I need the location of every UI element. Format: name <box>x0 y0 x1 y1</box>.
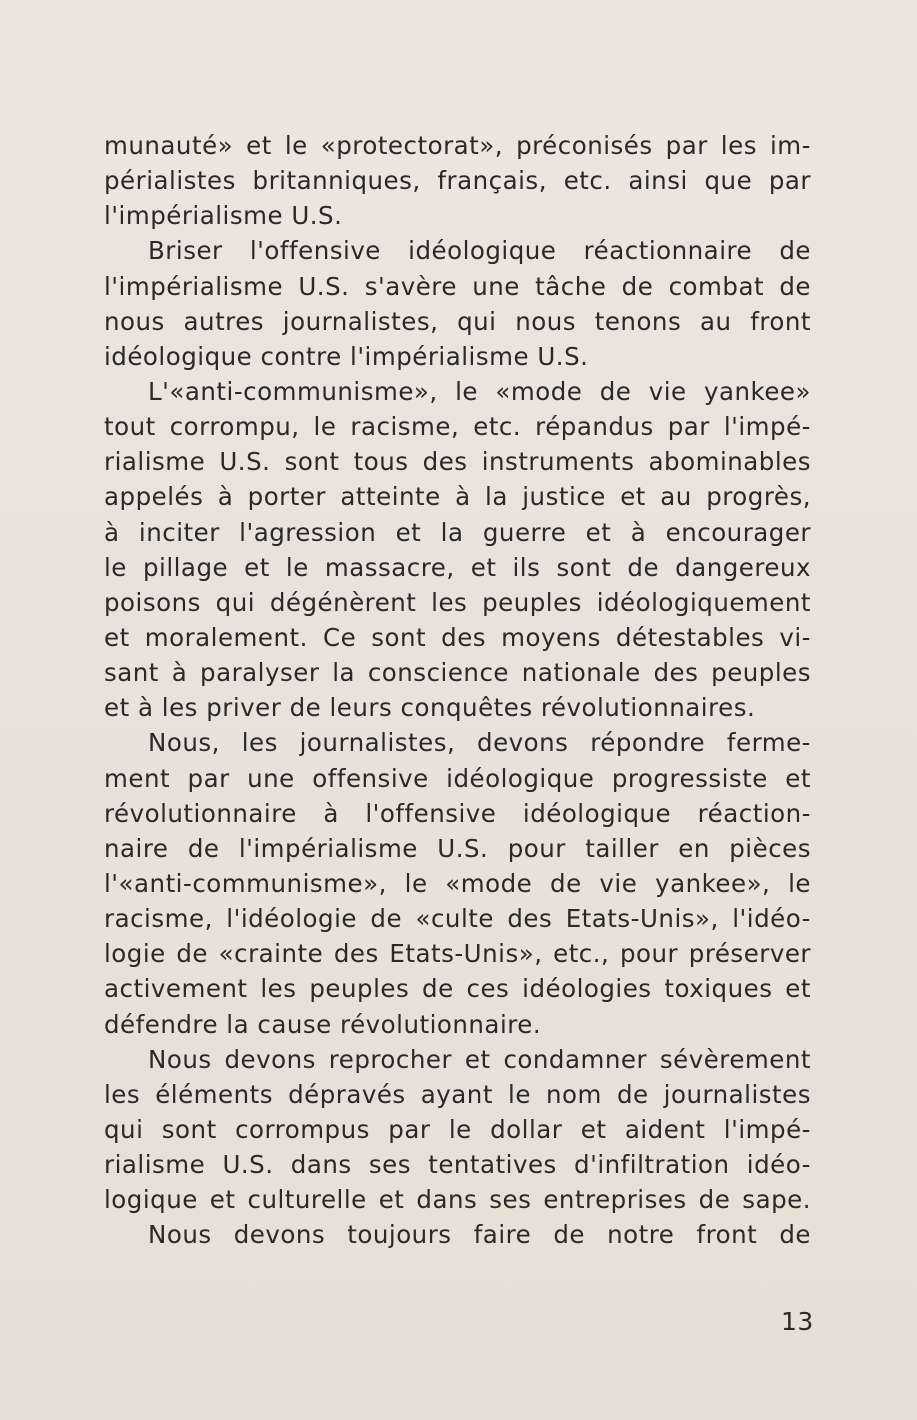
text-line: tout corrompu, le racisme, etc. répandus par l'impé- <box>104 412 811 442</box>
text-line: révolutionnaire à l'offensive idéologique réaction- <box>104 798 811 828</box>
text-line: et à les priver de leurs conquêtes révolutionnaires. <box>104 693 756 723</box>
text-line: naire de l'impérialisme U.S. pour tailler en pièces <box>104 833 811 863</box>
text-line: Nous devons reprocher et condamner sévèrement <box>148 1044 811 1074</box>
text-line: L'«anti-communisme», le «mode de vie yankee» <box>148 376 811 406</box>
text-line: logique et culturelle et dans ses entreprises de sape. <box>104 1185 811 1215</box>
text-line: Briser l'offensive idéologique réactionnaire de <box>148 236 811 266</box>
text-line: munauté» et le «protectorat», préconisés par les im- <box>104 131 811 160</box>
text-line: le pillage et le massacre, et ils sont de dangereux <box>104 552 811 582</box>
text-line: l'impérialisme U.S. s'avère une tâche de combat de <box>104 271 811 301</box>
text-line: racisme, l'idéologie de «culte des Etats-Unis», l'idéo- <box>104 904 811 934</box>
text-line: défendre la cause révolutionnaire. <box>104 1009 542 1039</box>
text-line: l'impérialisme U.S. <box>104 201 343 231</box>
text-line: périalistes britanniques, français, etc. ainsi que par <box>104 166 811 196</box>
text-line: ment par une offensive idéologique progressiste et <box>104 763 811 793</box>
page-number: 13 <box>781 1307 814 1336</box>
text-line: Nous devons toujours faire de notre front de <box>148 1220 811 1250</box>
text-line: les éléments dépravés ayant le nom de journalistes <box>104 1079 811 1109</box>
text-line: l'«anti-communisme», le «mode de vie yankee», le <box>104 868 811 898</box>
text-line: Nous, les journalistes, devons répondre ferme- <box>148 728 811 758</box>
body-text <box>104 128 811 1253</box>
text-line: qui sont corrompus par le dollar et aident l'impé- <box>104 1114 811 1144</box>
text-line: idéologique contre l'impérialisme U.S. <box>104 341 589 371</box>
text-line: rialisme U.S. sont tous des instruments abominables <box>104 447 811 477</box>
text-line: rialisme U.S. dans ses tentatives d'infiltration idéo- <box>104 1150 811 1180</box>
text-line: logie de «crainte des Etats-Unis», etc., pour préserver <box>104 939 811 969</box>
text-line: activement les peuples de ces idéologies toxiques et <box>104 974 811 1004</box>
text-line: appelés à porter atteinte à la justice et au progrès, <box>104 482 811 512</box>
text-line: à inciter l'agression et la guerre et à encourager <box>104 517 811 547</box>
text-line: et moralement. Ce sont des moyens détestables vi- <box>104 622 811 652</box>
text-line: nous autres journalistes, qui nous tenons au front <box>104 306 811 336</box>
text-line: poisons qui dégénèrent les peuples idéologiquement <box>104 587 811 617</box>
text-line: sant à paralyser la conscience nationale des peuples <box>104 658 811 688</box>
